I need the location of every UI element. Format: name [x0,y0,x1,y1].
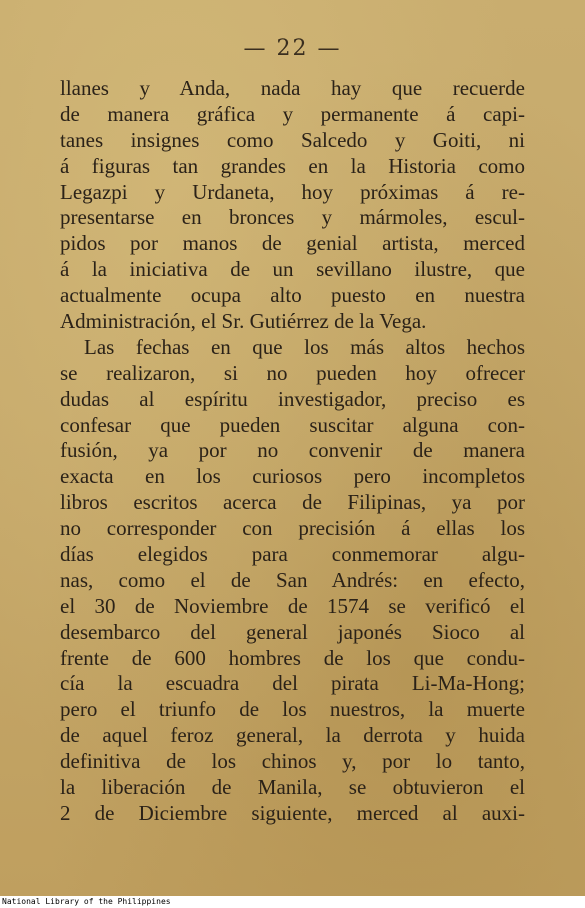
body-text [60,76,525,827]
text-line: á la iniciativa de un sevillano ilustre, que [60,257,525,282]
text-line: dudas al espíritu investigador, preciso es [60,386,525,411]
text-line: cía la escuadra del pirata Li-Ma-Hong; [60,671,525,696]
text-line: desembarco del general japonés Sioco al [60,619,525,644]
text-line: definitiva de los chinos y, por lo tanto, [60,749,525,774]
text-line: días elegidos para conmemorar algu- [60,542,525,567]
text-line: la liberación de Manila, se obtuvieron el [60,775,525,800]
text-line: fusión, ya por no convenir de manera [60,438,525,463]
text-line: confesar que pueden suscitar alguna con- [60,412,525,437]
text-line: tanes insignes como Salcedo y Goiti, ni [60,127,525,152]
text-line: de aquel feroz general, la derrota y huida [60,723,525,748]
text-line: Administración, el Sr. Gutiérrez de la Vega. [60,309,427,334]
text-line: libros escritos acerca de Filipinas, ya por [60,490,525,515]
text-line: presentarse en bronces y mármoles, escul- [60,205,525,230]
text-line: pero el triunfo de los nuestros, la muerte [60,697,525,722]
text-line: frente de 600 hombres de los que condu- [60,645,525,670]
text-line: actualmente ocupa alto puesto en nuestra [60,283,525,308]
text-line: de manera gráfica y permanente á capi- [60,101,525,126]
text-line: se realizaron, si no pueden hoy ofrecer [60,360,525,385]
text-line: pidos por manos de genial artista, merced [60,231,525,256]
text-line: Las fechas en que los más altos hechos [84,334,525,359]
text-line: no corresponder con precisión á ellas los [60,516,525,541]
footer-credit: National Library of the Philippines [2,897,171,906]
text-line: nas, como el de San Andrés: en efecto, [60,567,525,592]
text-line: Legazpi y Urdaneta, hoy próximas á re- [60,179,525,204]
text-line: llanes y Anda, nada hay que recuerde [60,76,525,100]
text-line: á figuras tan grandes en la Historia como [60,153,525,178]
text-line: 2 de Diciembre siguiente, merced al auxi- [60,800,525,825]
text-line: el 30 de Noviembre de 1574 se verificó el [60,593,525,618]
page-number: — 22 — [243,36,342,61]
text-line: exacta en los curiosos pero incompletos [60,464,525,489]
